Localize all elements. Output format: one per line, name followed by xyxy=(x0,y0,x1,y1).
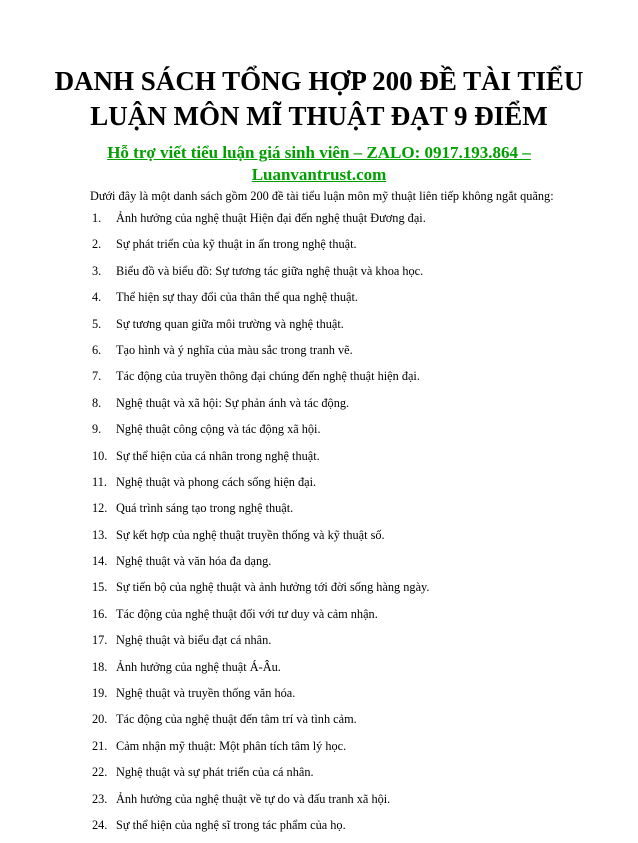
topic-number: 9. xyxy=(92,422,102,437)
topic-text: Biểu đồ và biểu đồ: Sự tương tác giữa nghệ thuật và khoa học. xyxy=(116,263,424,278)
topic-item xyxy=(0,632,638,658)
topic-list xyxy=(0,210,638,843)
topic-text: Nghệ thuật và phong cách sống hiện đại. xyxy=(116,474,317,489)
topic-text: Sự tiến bộ của nghệ thuật và ảnh hưởng tới đời sống hàng ngày. xyxy=(116,580,430,595)
topic-item xyxy=(0,448,638,474)
topic-text: Sự tương quan giữa môi trường và nghệ thuật. xyxy=(116,316,344,331)
topic-number: 12. xyxy=(92,501,108,516)
title-line-2: LUẬN MÔN MĨ THUẬT ĐẠT 9 ĐIỂM xyxy=(90,101,548,131)
topic-number: 1. xyxy=(92,211,102,225)
topic-text: Nghệ thuật và sự phát triển của cá nhân. xyxy=(116,765,314,780)
topic-text: Nghệ thuật và biểu đạt cá nhân. xyxy=(116,633,272,648)
topic-text: Tác động của truyền thông đại chúng đến nghệ thuật hiện đại. xyxy=(116,369,420,384)
topic-number: 5. xyxy=(92,316,102,331)
topic-number: 15. xyxy=(92,580,108,595)
topic-number: 17. xyxy=(92,633,108,648)
topic-text: Sự kết hợp của nghệ thuật truyền thống và kỹ thuật số. xyxy=(116,527,385,542)
topic-item xyxy=(0,368,638,394)
topic-item xyxy=(0,711,638,737)
topic-number: 7. xyxy=(92,369,102,384)
topic-text: Sự phát triển của kỹ thuật in ấn trong nghệ thuật. xyxy=(116,237,357,252)
topic-number: 4. xyxy=(92,290,102,305)
topic-item xyxy=(0,421,638,447)
topic-number: 3. xyxy=(92,263,102,278)
topic-text: Ảnh hưởng của nghệ thuật Á-Âu. xyxy=(116,659,281,674)
promo-subtitle xyxy=(80,142,558,186)
topic-number: 10. xyxy=(92,448,108,463)
topic-number: 21. xyxy=(92,738,108,753)
topic-item xyxy=(0,791,638,817)
topic-item xyxy=(0,500,638,526)
topic-number: 18. xyxy=(92,659,108,674)
topic-number: 2. xyxy=(92,237,102,252)
topic-text: Sự thể hiện của nghệ sĩ trong tác phẩm của họ. xyxy=(116,817,346,832)
topic-item xyxy=(0,764,638,790)
topic-number: 20. xyxy=(92,712,108,727)
topic-item xyxy=(0,817,638,843)
intro-paragraph: Dưới đây là một danh sách gồm 200 đề tài tiểu luận môn mỹ thuật liên tiếp không ngắt quãng: xyxy=(90,189,554,203)
contact-line: Hỗ trợ viết tiểu luận giá sinh viên – ZALO: 0917.193.864 – xyxy=(107,143,531,162)
topic-number: 16. xyxy=(92,606,108,621)
topic-item xyxy=(0,316,638,342)
topic-number: 8. xyxy=(92,395,102,410)
website-link[interactable]: Luanvantrust.com xyxy=(251,165,387,184)
topic-text: Tác động của nghệ thuật đối với tư duy và cảm nhận. xyxy=(116,606,378,621)
topic-number: 23. xyxy=(92,791,108,806)
topic-item xyxy=(0,236,638,262)
topic-number: 24. xyxy=(92,817,108,832)
topic-item xyxy=(0,606,638,632)
topic-item xyxy=(0,685,638,711)
topic-text: Nghệ thuật và truyền thống văn hóa. xyxy=(116,686,296,701)
topic-item xyxy=(0,738,638,764)
topic-number: 6. xyxy=(92,342,102,357)
topic-item xyxy=(0,579,638,605)
topic-text: Nghệ thuật và văn hóa đa dạng. xyxy=(116,554,272,569)
topic-item xyxy=(0,263,638,289)
topic-text: Quá trình sáng tạo trong nghệ thuật. xyxy=(116,501,294,516)
topic-number: 22. xyxy=(92,765,108,780)
topic-item xyxy=(0,553,638,579)
topic-number: 19. xyxy=(92,686,108,701)
topic-text: Tác động của nghệ thuật đến tâm trí và tình cảm. xyxy=(116,712,357,727)
topic-text: Nghệ thuật và xã hội: Sự phản ánh và tác động. xyxy=(116,395,350,410)
topic-number: 14. xyxy=(92,554,108,569)
topic-number: 13. xyxy=(92,527,108,542)
topic-item xyxy=(0,474,638,500)
topic-text: Tạo hình và ý nghĩa của màu sắc trong tranh vẽ. xyxy=(116,342,353,357)
topic-text: Nghệ thuật công cộng và tác động xã hội. xyxy=(116,422,321,437)
topic-item xyxy=(0,289,638,315)
topic-text: Cảm nhận mỹ thuật: Một phân tích tâm lý học. xyxy=(116,738,347,753)
topic-text: Sự thể hiện của cá nhân trong nghệ thuật. xyxy=(116,448,320,463)
topic-item xyxy=(0,395,638,421)
title-line-1: DANH SÁCH TỔNG HỢP 200 ĐỀ TÀI TIỂU xyxy=(54,66,584,96)
topic-item xyxy=(0,527,638,553)
document-title xyxy=(40,64,598,134)
topic-item xyxy=(0,210,638,236)
topic-text: Ảnh hưởng của nghệ thuật Hiện đại đến nghệ thuật Đương đại. xyxy=(116,211,426,225)
topic-number: 11. xyxy=(92,474,107,489)
topic-item xyxy=(0,659,638,685)
topic-item xyxy=(0,342,638,368)
topic-text: Thể hiện sự thay đổi của thân thể qua nghệ thuật. xyxy=(116,290,358,305)
topic-text: Ảnh hưởng của nghệ thuật về tự do và đấu tranh xã hội. xyxy=(116,791,391,806)
